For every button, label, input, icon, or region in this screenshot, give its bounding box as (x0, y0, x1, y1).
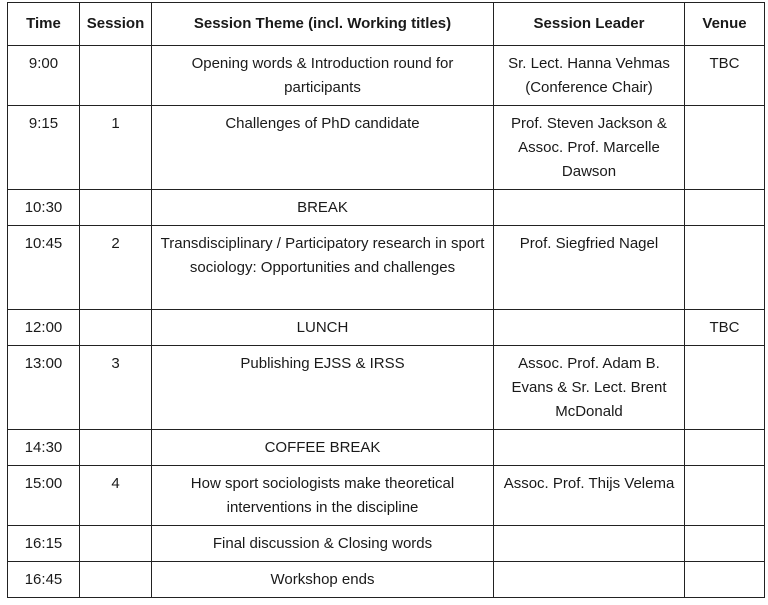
cell-time: 16:45 (8, 562, 80, 598)
cell-leader (494, 310, 685, 346)
cell-session (80, 526, 152, 562)
cell-session: 4 (80, 466, 152, 526)
cell-session (80, 190, 152, 226)
table-row (8, 190, 765, 226)
cell-venue (685, 190, 765, 226)
cell-session (80, 562, 152, 598)
cell-leader: Assoc. Prof. Thijs Velema (494, 466, 685, 526)
table-row (8, 46, 765, 106)
table-row (8, 310, 765, 346)
cell-session (80, 310, 152, 346)
cell-time: 9:15 (8, 106, 80, 190)
cell-venue (685, 430, 765, 466)
cell-time: 16:15 (8, 526, 80, 562)
header-time: Time (8, 3, 80, 46)
cell-leader: Prof. Siegfried Nagel (494, 226, 685, 310)
header-row (8, 3, 765, 46)
cell-venue (685, 466, 765, 526)
cell-theme: Publishing EJSS & IRSS (152, 346, 494, 430)
table-row (8, 226, 765, 310)
cell-theme: BREAK (152, 190, 494, 226)
cell-time: 12:00 (8, 310, 80, 346)
table-row (8, 526, 765, 562)
cell-time: 13:00 (8, 346, 80, 430)
cell-time: 14:30 (8, 430, 80, 466)
cell-theme: Transdisciplinary / Participatory research in sport sociology: Opportunities and challenges (152, 226, 494, 310)
header-venue: Venue (685, 3, 765, 46)
cell-venue (685, 346, 765, 430)
cell-theme: Challenges of PhD candidate (152, 106, 494, 190)
cell-theme: Final discussion & Closing words (152, 526, 494, 562)
cell-time: 10:45 (8, 226, 80, 310)
header-theme: Session Theme (incl. Working titles) (152, 3, 494, 46)
cell-session (80, 46, 152, 106)
table-row (8, 106, 765, 190)
cell-leader: Prof. Steven Jackson & Assoc. Prof. Marcelle Dawson (494, 106, 685, 190)
cell-time: 15:00 (8, 466, 80, 526)
cell-venue: TBC (685, 310, 765, 346)
cell-venue (685, 106, 765, 190)
cell-leader: Sr. Lect. Hanna Vehmas (Conference Chair) (494, 46, 685, 106)
cell-leader (494, 526, 685, 562)
cell-leader: Assoc. Prof. Adam B. Evans & Sr. Lect. Brent McDonald (494, 346, 685, 430)
cell-session: 3 (80, 346, 152, 430)
table-row (8, 430, 765, 466)
cell-session: 1 (80, 106, 152, 190)
cell-session: 2 (80, 226, 152, 310)
cell-leader (494, 190, 685, 226)
cell-theme: COFFEE BREAK (152, 430, 494, 466)
cell-venue: TBC (685, 46, 765, 106)
table-row (8, 346, 765, 430)
table-row (8, 562, 765, 598)
cell-leader (494, 430, 685, 466)
cell-theme: Workshop ends (152, 562, 494, 598)
cell-time: 9:00 (8, 46, 80, 106)
cell-venue (685, 526, 765, 562)
cell-time: 10:30 (8, 190, 80, 226)
cell-theme: How sport sociologists make theoretical interventions in the discipline (152, 466, 494, 526)
cell-leader (494, 562, 685, 598)
table-row (8, 466, 765, 526)
cell-theme: Opening words & Introduction round for participants (152, 46, 494, 106)
cell-venue (685, 562, 765, 598)
cell-session (80, 430, 152, 466)
schedule-table (7, 2, 765, 598)
header-session: Session (80, 3, 152, 46)
cell-venue (685, 226, 765, 310)
header-leader: Session Leader (494, 3, 685, 46)
cell-theme: LUNCH (152, 310, 494, 346)
